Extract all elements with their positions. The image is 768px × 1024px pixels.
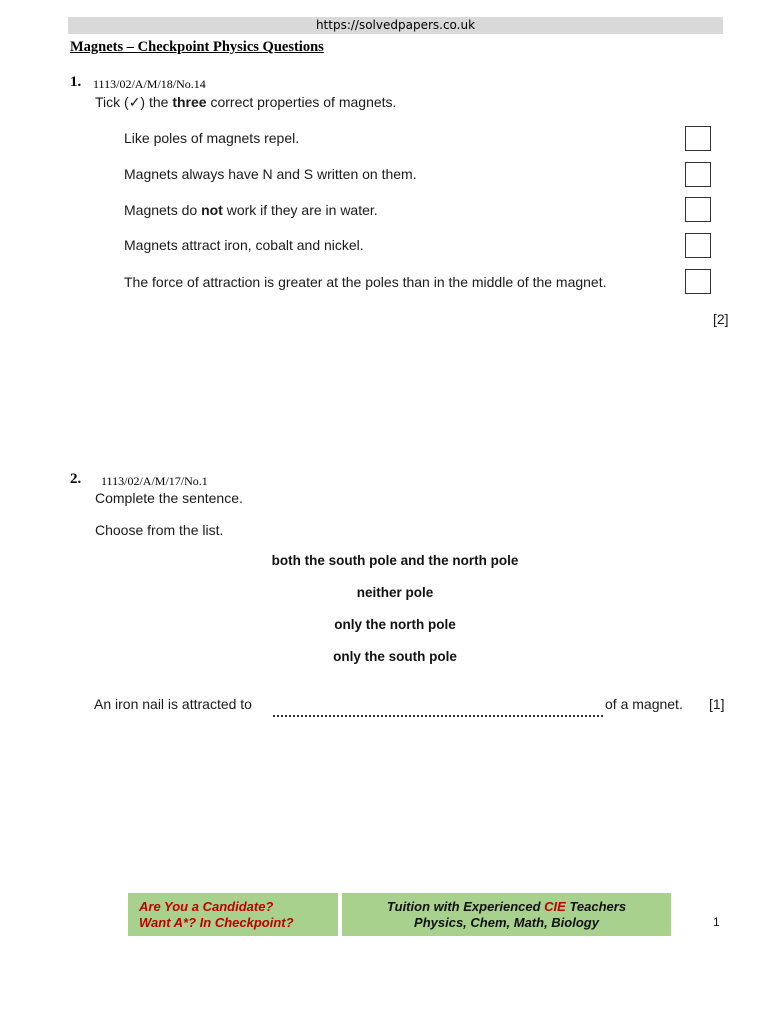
source-url[interactable]: https://solvedpapers.co.uk [68,17,723,34]
banner-right-line-2: Physics, Chem, Math, Biology [414,915,599,930]
question-2-instruction-complete: Complete the sentence. [95,490,243,506]
tuition-banner[interactable] [342,893,671,936]
choice-item: only the north pole [334,617,456,632]
option-4: Magnets attract iron, cobalt and nickel. [124,237,364,253]
banner-left-line-1: Are You a Candidate? [139,899,274,914]
candidate-banner[interactable] [128,893,338,936]
question-2-instruction-choose: Choose from the list. [95,522,224,538]
question-1-marks: [2] [713,311,729,327]
option-2-checkbox[interactable] [685,162,711,187]
choice-item: both the south pole and the north pole [271,553,519,568]
option-2: Magnets always have N and S written on them. [124,166,417,182]
answer-sentence-end: of a magnet. [605,696,683,712]
option-4-checkbox[interactable] [685,233,711,258]
choice-item: only the south pole [333,649,457,664]
banner-left-line-2: Want A*? In Checkpoint? [139,915,294,930]
question-1-prompt: Tick (✓) the three correct properties of magnets. [95,94,397,110]
question-2-number: 2. [70,471,82,487]
option-1: Like poles of magnets repel. [124,130,300,146]
page-title: Magnets – Checkpoint Physics Questions [70,39,324,55]
question-1-reference: 1113/02/A/M/18/No.14 [93,77,206,91]
question-2-marks: [1] [709,696,725,712]
answer-blank-line[interactable] [273,699,603,717]
page-number: 1 [713,915,720,929]
option-5: The force of attraction is greater at the poles than in the middle of the magnet. [124,274,607,290]
question-1-number: 1. [70,74,82,90]
option-1-checkbox[interactable] [685,126,711,151]
banner-right-line-1: Tuition with Experienced CIE Teachers [386,899,627,914]
choice-item: neither pole [356,585,434,600]
answer-sentence-start: An iron nail is attracted to [94,696,252,712]
option-5-checkbox[interactable] [685,269,711,294]
option-3: Magnets do not work if they are in water. [124,202,378,218]
option-3-checkbox[interactable] [685,197,711,222]
question-2-reference: 1113/02/A/M/17/No.1 [101,474,208,488]
